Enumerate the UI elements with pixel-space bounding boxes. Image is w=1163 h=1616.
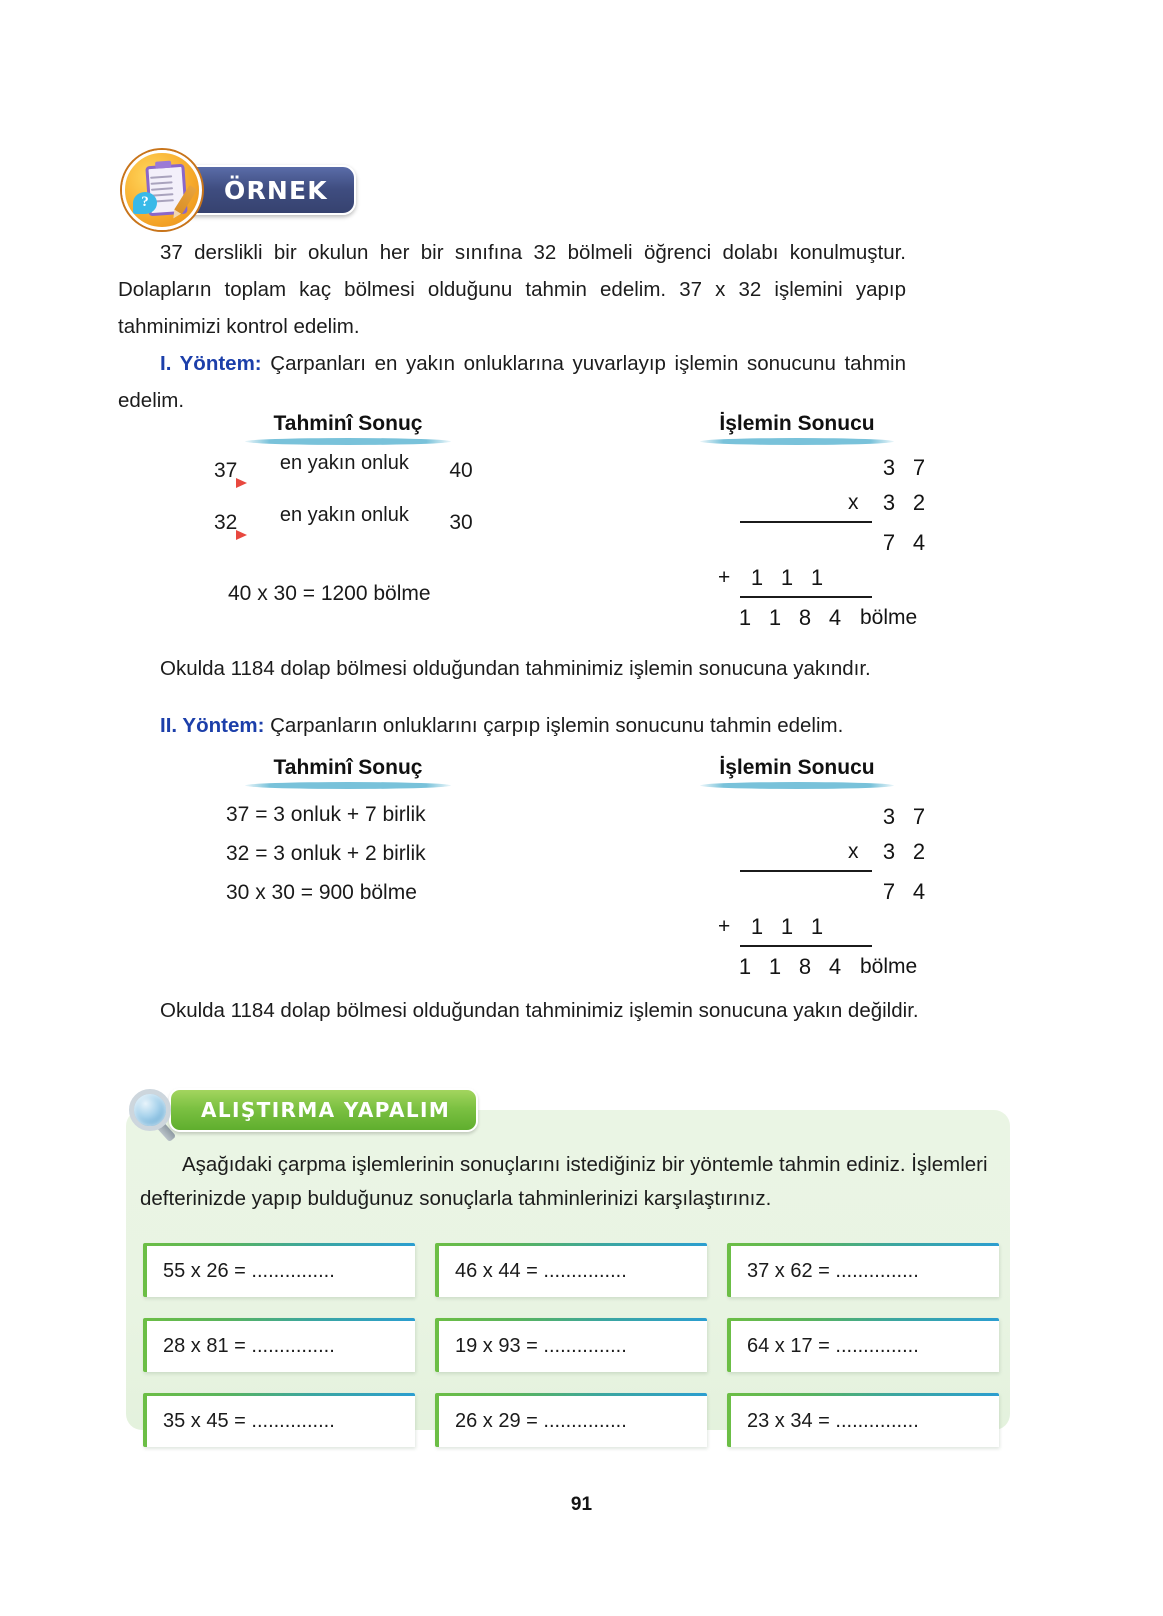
- multiply-rule: [740, 870, 872, 872]
- partial2-digits: [742, 565, 832, 591]
- multiplier-row: [718, 485, 934, 520]
- digit: 1: [780, 564, 794, 590]
- partial1-digits: [874, 530, 934, 556]
- multiply-operator: x: [848, 490, 859, 514]
- exercise-item[interactable]: [435, 1393, 707, 1447]
- multiplier-row: [718, 834, 934, 869]
- digit: 4: [828, 953, 842, 979]
- exercise-grid: [143, 1243, 999, 1447]
- method2-conclusion: Okulda 1184 dolap bölmesi olduğundan tahminimiz işlemin sonucuna yakın değildir.: [160, 999, 919, 1022]
- multiplier-digits: [874, 490, 934, 516]
- method1-estimate-heading: [245, 412, 451, 445]
- heading-underline-swoosh: [245, 438, 451, 445]
- total-digits: [730, 605, 850, 631]
- digit: 1: [768, 604, 782, 630]
- add-operator: +: [718, 914, 731, 938]
- exercise-item[interactable]: [435, 1243, 707, 1297]
- method2-estimate-line: 32 = 3 onluk + 2 birlik: [226, 842, 426, 865]
- method2-estimate-line: 30 x 30 = 900 bölme: [226, 881, 417, 904]
- example-banner-pill: [180, 165, 356, 215]
- exercise-instruction-text: Aşağıdaki çarpma işlemlerinin sonuçlarını istediğiniz bir yöntemle tahmin ediniz. İşlemleri defterinizde yapıp bulduğunuz sonuçlarla tahminlerinizi karşılaştırınız.: [140, 1153, 988, 1210]
- digit: 7: [882, 878, 896, 904]
- method1-estimate-calc: 40 x 30 = 1200 bölme: [228, 582, 431, 605]
- intro-paragraph-text: 37 derslikli bir okulun her bir sınıfına 32 bölmeli öğrenci dolabı konulmuştur. Dolapların toplam kaç bölmesi olduğunu tahmin edelim. 37 x 32 işlemini yapıp tahminimizi kontrol edelim.: [118, 241, 906, 338]
- rounding-from: 32: [214, 511, 238, 534]
- magnifier-lens: [129, 1089, 171, 1131]
- method2-paragraph: [118, 707, 988, 744]
- method2-estimate-heading-text: Tahminî Sonuç: [273, 756, 423, 779]
- digit: 1: [780, 913, 794, 939]
- exercise-item-text[interactable]: 35 x 45 = ...............: [147, 1396, 415, 1447]
- exercise-banner-pill: [169, 1088, 478, 1132]
- add-operator: +: [718, 565, 731, 589]
- method2-vertical-multiplication: [718, 799, 934, 984]
- example-banner-label: ÖRNEK: [224, 175, 328, 205]
- rounding-row: [214, 504, 473, 534]
- total-row: [718, 949, 934, 984]
- exercise-item[interactable]: [435, 1318, 707, 1372]
- multiplier-digits: [874, 839, 934, 865]
- multiplicand-digits: [874, 804, 934, 830]
- method1-conclusion: Okulda 1184 dolap bölmesi olduğundan tahminimiz işlemin sonucuna yakındır.: [160, 657, 871, 680]
- exercise-instruction: [140, 1148, 998, 1216]
- exercise-item[interactable]: [143, 1318, 415, 1372]
- exercise-item-text[interactable]: 55 x 26 = ...............: [147, 1246, 415, 1297]
- rounding-from: 37: [214, 459, 238, 482]
- intro-paragraph: [118, 234, 906, 345]
- exercise-item-text[interactable]: 19 x 93 = ...............: [439, 1321, 707, 1372]
- digit: 1: [750, 564, 764, 590]
- exercise-item-text[interactable]: 23 x 34 = ...............: [731, 1396, 999, 1447]
- method2-result-heading: [700, 756, 894, 789]
- total-digits: [730, 954, 850, 980]
- digit: 3: [882, 838, 896, 864]
- method1-text: Çarpanları en yakın onluklarına yuvarlayıp işlemin sonucunu tahmin edelim.: [118, 352, 907, 412]
- exercise-item-text[interactable]: 28 x 81 = ...............: [147, 1321, 415, 1372]
- method1-paragraph: [118, 345, 906, 419]
- total-unit: bölme: [860, 954, 918, 978]
- method1-vertical-multiplication: [718, 450, 934, 635]
- digit: 4: [912, 878, 926, 904]
- heading-underline-swoosh: [700, 438, 894, 445]
- exercise-banner-label: ALIŞTIRMA YAPALIM: [201, 1098, 451, 1122]
- digit: 1: [768, 953, 782, 979]
- digit: 4: [912, 529, 926, 555]
- rounding-to: 40: [449, 459, 473, 482]
- method2-estimate-heading: [245, 756, 451, 789]
- digit: 7: [912, 454, 926, 480]
- multiplicand-digits: [874, 455, 934, 481]
- exercise-item-text[interactable]: 64 x 17 = ...............: [731, 1321, 999, 1372]
- heading-underline-swoosh: [700, 782, 894, 789]
- exercise-item[interactable]: [727, 1318, 999, 1372]
- exercise-item[interactable]: [143, 1243, 415, 1297]
- multiply-rule: [740, 521, 872, 523]
- exercise-item[interactable]: [727, 1243, 999, 1297]
- partial1-digits: [874, 879, 934, 905]
- partial-product-2-row: [718, 909, 934, 944]
- method1-result-heading: [700, 412, 894, 445]
- multiplicand-row: [718, 450, 934, 485]
- method1-estimate-heading-text: Tahminî Sonuç: [273, 412, 423, 435]
- digit: 7: [882, 529, 896, 555]
- sum-rule: [740, 945, 872, 947]
- exercise-item[interactable]: [727, 1393, 999, 1447]
- exercise-item-text[interactable]: 26 x 29 = ...............: [439, 1396, 707, 1447]
- method2-label: II. Yöntem:: [160, 714, 265, 737]
- clipboard-pencil-icon: [122, 150, 202, 230]
- exercise-banner: [128, 1082, 478, 1138]
- method1-result-heading-text: İşlemin Sonucu: [719, 412, 875, 435]
- method2-result-heading-text: İşlemin Sonucu: [719, 756, 875, 779]
- digit: 3: [882, 489, 896, 515]
- digit: 1: [738, 953, 752, 979]
- digit: 7: [912, 803, 926, 829]
- rounding-to: 30: [449, 511, 473, 534]
- method1-label: I. Yöntem:: [160, 352, 262, 375]
- total-unit: bölme: [860, 605, 918, 629]
- sum-rule: [740, 596, 872, 598]
- digit: 8: [798, 953, 812, 979]
- heading-underline-swoosh: [245, 782, 451, 789]
- rounding-row: [214, 452, 473, 482]
- digit: 8: [798, 604, 812, 630]
- total-row: [718, 600, 934, 635]
- digit: 3: [882, 803, 896, 829]
- question-bubble-icon: ?: [133, 192, 157, 214]
- digit: 1: [810, 913, 824, 939]
- partial2-digits: [742, 914, 832, 940]
- method2-text: Çarpanların onluklarını çarpıp işlemin sonucunu tahmin edelim.: [270, 714, 844, 737]
- digit: 1: [810, 564, 824, 590]
- exercise-item-text[interactable]: 37 x 62 = ...............: [731, 1246, 999, 1297]
- multiply-operator: x: [848, 839, 859, 863]
- digit: 1: [738, 604, 752, 630]
- method2-estimate-line: 37 = 3 onluk + 7 birlik: [226, 803, 426, 826]
- digit: 3: [882, 454, 896, 480]
- rounding-arrow-label: en yakın onluk: [279, 452, 409, 474]
- rounding-arrow-label: en yakın onluk: [279, 504, 409, 526]
- partial-product-2-row: [718, 560, 934, 595]
- magnifier-icon: [128, 1083, 182, 1137]
- digit: 4: [828, 604, 842, 630]
- multiplicand-row: [718, 799, 934, 834]
- digit: 2: [912, 838, 926, 864]
- partial-product-1-row: [718, 874, 934, 909]
- example-banner: [122, 152, 356, 228]
- digit: 1: [750, 913, 764, 939]
- digit: 2: [912, 489, 926, 515]
- page-number: 91: [570, 1494, 593, 1515]
- partial-product-1-row: [718, 525, 934, 560]
- exercise-item[interactable]: [143, 1393, 415, 1447]
- exercise-item-text[interactable]: 46 x 44 = ...............: [439, 1246, 707, 1297]
